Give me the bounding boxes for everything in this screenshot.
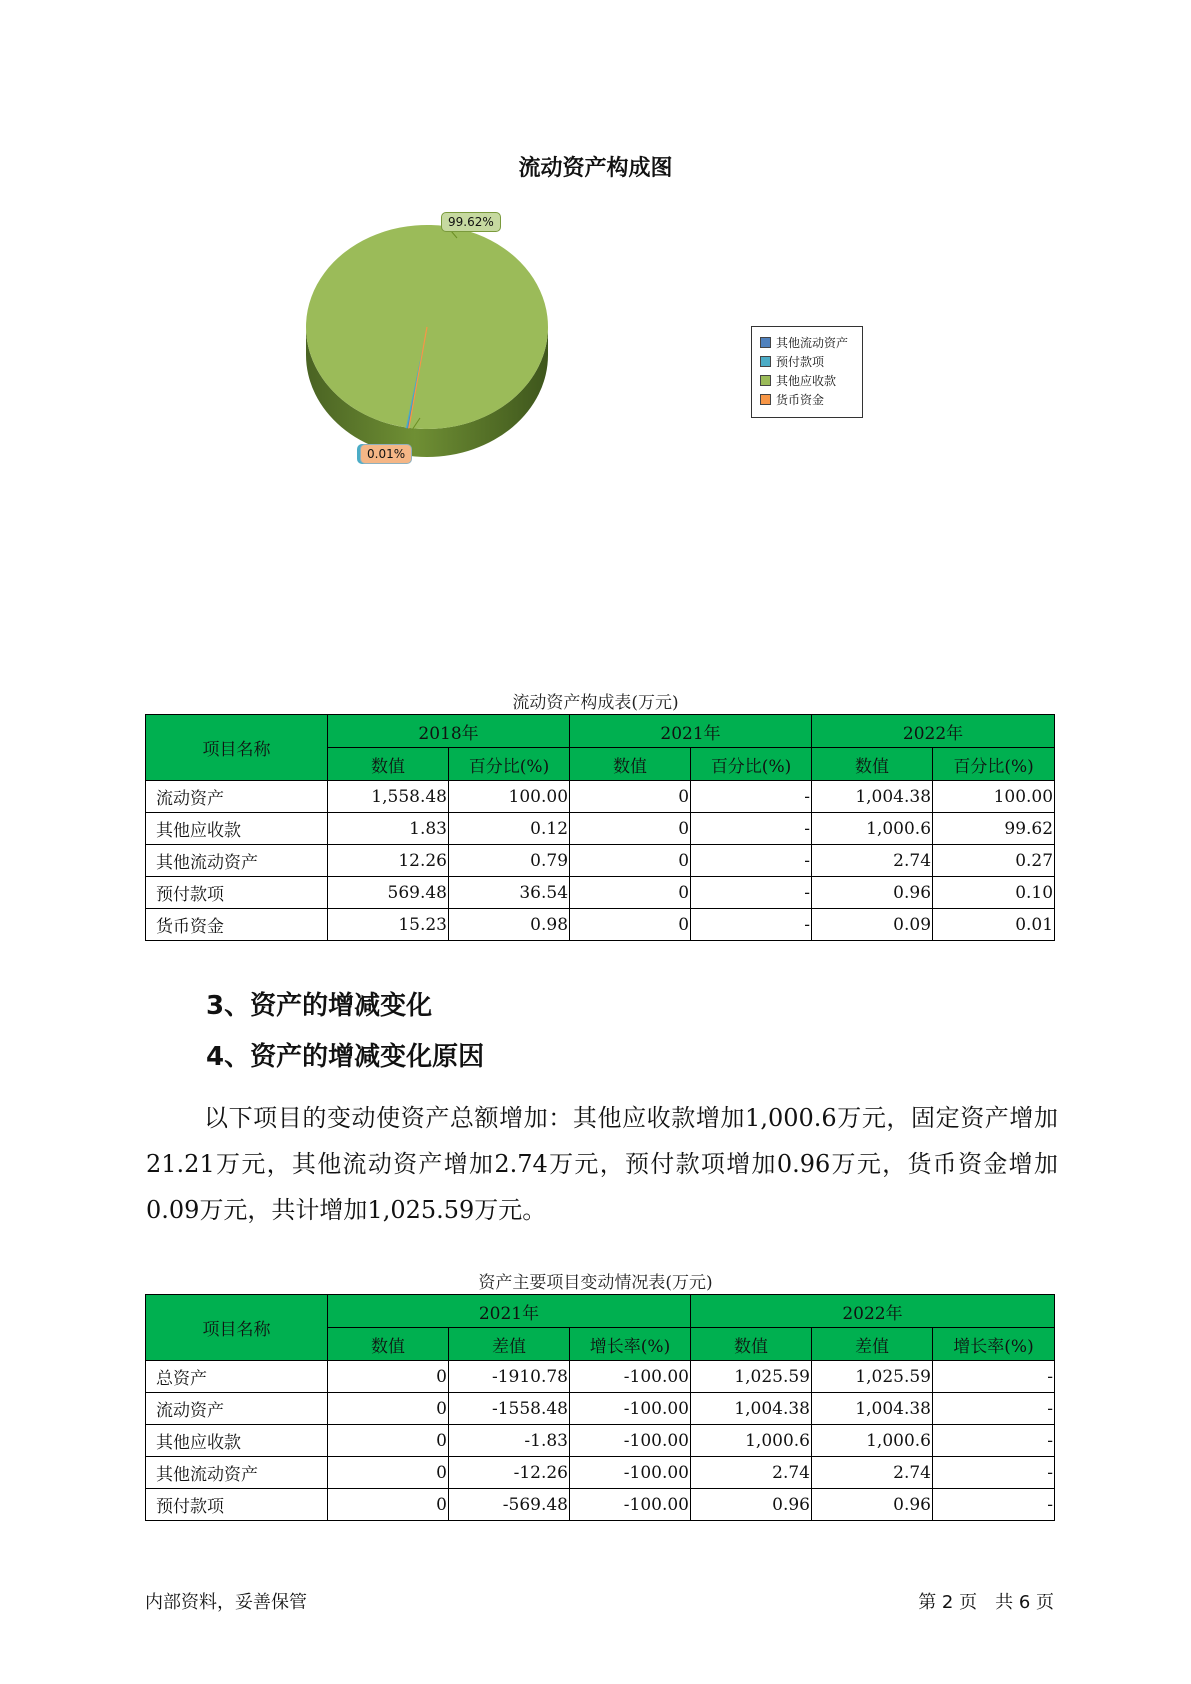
- cell: -100.00: [570, 1425, 691, 1457]
- table1-sub-header: 百分比(%): [691, 748, 812, 781]
- cell: 569.48: [328, 877, 449, 909]
- table1-sub-header: 百分比(%): [933, 748, 1055, 781]
- table1-year-header: 2022年: [812, 715, 1055, 748]
- cell: 0.96: [812, 1489, 933, 1521]
- cell: -100.00: [570, 1457, 691, 1489]
- cell: 1,000.6: [812, 813, 933, 845]
- cell: 36.54: [449, 877, 570, 909]
- cell: 0.79: [449, 845, 570, 877]
- cell: -1558.48: [449, 1393, 570, 1425]
- legend-swatch: [760, 375, 771, 386]
- cell: -569.48: [449, 1489, 570, 1521]
- table2-year-header: 2021年: [328, 1295, 691, 1328]
- cell: 0: [328, 1489, 449, 1521]
- section-heading-4: 4、资产的增减变化原因: [206, 1042, 485, 1072]
- row-name: 预付款项: [146, 877, 328, 909]
- cell: 0.27: [933, 845, 1055, 877]
- cell: -: [933, 1489, 1055, 1521]
- table2-caption: 资产主要项目变动情况表(万元): [478, 1273, 713, 1293]
- cell: 100.00: [449, 781, 570, 813]
- cell: 1,558.48: [328, 781, 449, 813]
- cell: 0.98: [449, 909, 570, 941]
- table-row: [146, 781, 1055, 813]
- table2-sub-header: 差值: [449, 1328, 570, 1361]
- cell: 0: [570, 909, 691, 941]
- legend-item: [760, 390, 856, 409]
- cell: 1,000.6: [812, 1425, 933, 1457]
- table-row: [146, 1361, 1055, 1393]
- table1-sub-header: 数值: [570, 748, 691, 781]
- table1-sub-header: 数值: [328, 748, 449, 781]
- cell: -: [691, 877, 812, 909]
- cell: 0: [570, 877, 691, 909]
- table-row: [146, 909, 1055, 941]
- section-heading-3: 3、资产的增减变化: [206, 991, 433, 1021]
- cell: 2.74: [812, 1457, 933, 1489]
- table2: [145, 1294, 1055, 1521]
- table-row: [146, 1489, 1055, 1521]
- table1-sub-header: 百分比(%): [449, 748, 570, 781]
- cell: -: [933, 1425, 1055, 1457]
- cell: 0: [328, 1457, 449, 1489]
- cell: 1,004.38: [812, 781, 933, 813]
- cell: 0.09: [812, 909, 933, 941]
- cell: -: [691, 845, 812, 877]
- footer-left: 内部资料，妥善保管: [145, 1592, 307, 1613]
- cell: 2.74: [691, 1457, 812, 1489]
- body-paragraph: 以下项目的变动使资产总额增加：其他应收款增加1,000.6万元，固定资产增加21.21万元，其他流动资产增加2.74万元，预付款项增加0.96万元，货币资金增加0.09万元，共计增加1,025.59万元。: [146, 1104, 1058, 1224]
- legend-label: 其他应收款: [776, 374, 837, 388]
- page-number: 第 2 页 共 6 页: [918, 1592, 1054, 1613]
- table-row: [146, 1425, 1055, 1457]
- legend-item: [760, 371, 856, 390]
- table1-name-header: 项目名称: [146, 715, 328, 781]
- chart-title: 流动资产构成图: [518, 156, 673, 181]
- table1-caption: 流动资产构成表(万元): [512, 693, 679, 713]
- cell: -100.00: [570, 1489, 691, 1521]
- table2-sub-header: 增长率(%): [570, 1328, 691, 1361]
- cell: -100.00: [570, 1393, 691, 1425]
- row-name: 货币资金: [146, 909, 328, 941]
- cell: 12.26: [328, 845, 449, 877]
- cell: 0: [328, 1393, 449, 1425]
- row-name: 其他流动资产: [146, 845, 328, 877]
- cell: -12.26: [449, 1457, 570, 1489]
- cell: 99.62: [933, 813, 1055, 845]
- cell: 0.96: [691, 1489, 812, 1521]
- row-name: 其他应收款: [146, 813, 328, 845]
- cell: 0.96: [812, 877, 933, 909]
- row-name: 其他应收款: [146, 1425, 328, 1457]
- cell: 15.23: [328, 909, 449, 941]
- row-name: 预付款项: [146, 1489, 328, 1521]
- table1: [145, 714, 1055, 941]
- table2-year-header: 2022年: [691, 1295, 1055, 1328]
- data-label-small: 0.01%: [360, 444, 412, 464]
- legend-item: [760, 352, 856, 371]
- cell: 1,004.38: [812, 1393, 933, 1425]
- table-row: [146, 1457, 1055, 1489]
- cell: -: [691, 813, 812, 845]
- cell: 0: [328, 1425, 449, 1457]
- chart-legend: [751, 326, 863, 418]
- table2-sub-header: 数值: [691, 1328, 812, 1361]
- cell: 1,025.59: [691, 1361, 812, 1393]
- cell: 1,025.59: [812, 1361, 933, 1393]
- cell: 0.01: [933, 909, 1055, 941]
- cell: 0.10: [933, 877, 1055, 909]
- data-label-main: 99.62%: [441, 212, 501, 232]
- cell: -: [691, 781, 812, 813]
- row-name: 流动资产: [146, 1393, 328, 1425]
- row-name: 流动资产: [146, 781, 328, 813]
- legend-swatch: [760, 337, 771, 348]
- cell: -: [933, 1457, 1055, 1489]
- table-row: [146, 845, 1055, 877]
- cell: -1910.78: [449, 1361, 570, 1393]
- row-name: 其他流动资产: [146, 1457, 328, 1489]
- cell: 0: [328, 1361, 449, 1393]
- legend-swatch: [760, 356, 771, 367]
- table2-sub-header: 增长率(%): [933, 1328, 1055, 1361]
- cell: 1,000.6: [691, 1425, 812, 1457]
- cell: 0: [570, 813, 691, 845]
- table1-year-header: 2018年: [328, 715, 570, 748]
- table-row: [146, 1393, 1055, 1425]
- legend-swatch: [760, 394, 771, 405]
- cell: 0.12: [449, 813, 570, 845]
- table-row: [146, 877, 1055, 909]
- cell: 0: [570, 781, 691, 813]
- pie-chart: [0, 0, 1191, 500]
- table1-year-header: 2021年: [570, 715, 812, 748]
- cell: -100.00: [570, 1361, 691, 1393]
- cell: 100.00: [933, 781, 1055, 813]
- cell: 1.83: [328, 813, 449, 845]
- row-name: 总资产: [146, 1361, 328, 1393]
- cell: -1.83: [449, 1425, 570, 1457]
- cell: -: [691, 909, 812, 941]
- table2-sub-header: 数值: [328, 1328, 449, 1361]
- cell: -: [933, 1393, 1055, 1425]
- legend-item: [760, 333, 856, 352]
- table2-sub-header: 差值: [812, 1328, 933, 1361]
- legend-label: 预付款项: [776, 355, 825, 369]
- legend-label: 货币资金: [776, 393, 825, 407]
- cell: -: [933, 1361, 1055, 1393]
- table1-sub-header: 数值: [812, 748, 933, 781]
- legend-label: 其他流动资产: [776, 336, 849, 350]
- cell: 0: [570, 845, 691, 877]
- cell: 2.74: [812, 845, 933, 877]
- table2-name-header: 项目名称: [146, 1295, 328, 1361]
- cell: 1,004.38: [691, 1393, 812, 1425]
- table-row: [146, 813, 1055, 845]
